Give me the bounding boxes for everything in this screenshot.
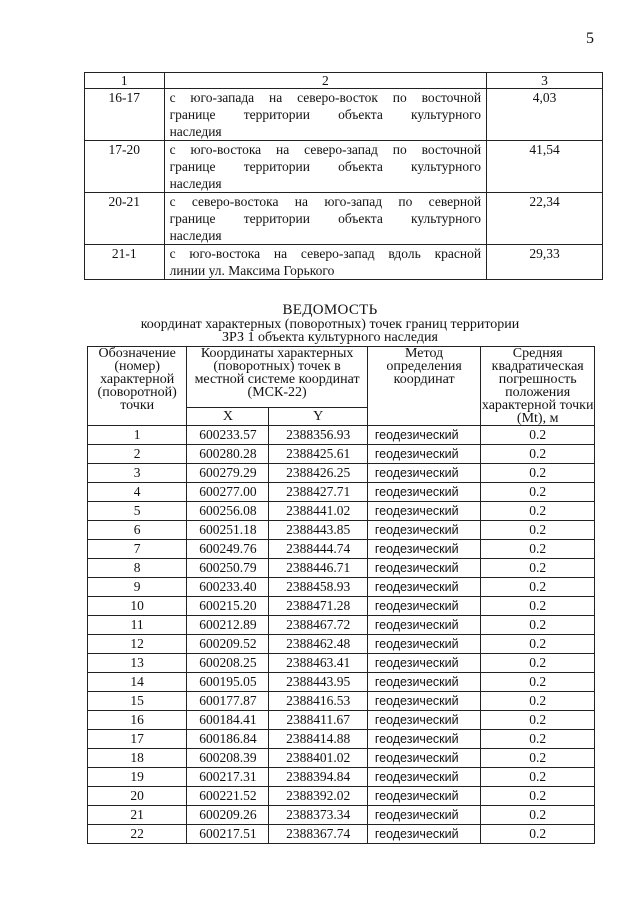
boundary-description-table — [84, 72, 603, 280]
header-x: X — [187, 407, 269, 425]
x-coordinate-cell: 600217.51 — [187, 825, 269, 844]
coordinates-header-row — [88, 347, 595, 408]
x-coordinate-cell: 600280.28 — [187, 445, 269, 464]
table-row — [88, 540, 595, 559]
table-row — [88, 521, 595, 540]
segment-cell: 20-21 — [85, 193, 165, 245]
direction-line: с северо-востока на юго-запад по северной — [169, 194, 482, 209]
y-coordinate-cell: 2388425.61 — [269, 445, 367, 464]
table-row — [88, 673, 595, 692]
method-cell: геодезический — [367, 806, 481, 825]
y-coordinate-cell: 2388356.93 — [269, 426, 367, 445]
method-cell: геодезический — [367, 540, 481, 559]
table-row — [88, 654, 595, 673]
x-coordinate-cell: 600209.52 — [187, 635, 269, 654]
x-coordinate-cell: 600233.57 — [187, 426, 269, 445]
x-coordinate-cell: 600215.20 — [187, 597, 269, 616]
x-coordinate-cell: 600184.41 — [187, 711, 269, 730]
error-cell: 0.2 — [481, 825, 595, 844]
point-number-cell: 11 — [88, 616, 187, 635]
point-number-cell: 7 — [88, 540, 187, 559]
method-cell: геодезический — [367, 464, 481, 483]
y-coordinate-cell: 2388414.88 — [269, 730, 367, 749]
method-cell: геодезический — [367, 578, 481, 597]
point-number-cell: 2 — [88, 445, 187, 464]
point-number-cell: 3 — [88, 464, 187, 483]
table-row — [88, 597, 595, 616]
direction-line: границе территории объекта культурного — [169, 159, 482, 174]
length-cell: 4,03 — [487, 89, 603, 141]
y-coordinate-cell: 2388373.34 — [269, 806, 367, 825]
document-title: ВЕДОМОСТЬ — [282, 302, 378, 318]
x-coordinate-cell: 600177.87 — [187, 692, 269, 711]
point-number-cell: 15 — [88, 692, 187, 711]
method-cell: геодезический — [367, 635, 481, 654]
method-cell: геодезический — [367, 616, 481, 635]
error-cell: 0.2 — [481, 787, 595, 806]
header-method: Метод определения координат — [367, 347, 481, 426]
table-row — [88, 806, 595, 825]
error-cell: 0.2 — [481, 540, 595, 559]
y-coordinate-cell: 2388426.25 — [269, 464, 367, 483]
y-coordinate-cell: 2388443.85 — [269, 521, 367, 540]
error-cell: 0.2 — [481, 730, 595, 749]
table-row — [88, 711, 595, 730]
table-row — [88, 768, 595, 787]
method-cell: геодезический — [367, 483, 481, 502]
length-cell: 29,33 — [487, 245, 603, 280]
header-coordinates: Координаты характерных (поворотных) точек в местной системе координат (МСК-22) — [187, 347, 367, 408]
x-coordinate-cell: 600256.08 — [187, 502, 269, 521]
table-row — [85, 193, 603, 245]
error-cell: 0.2 — [481, 597, 595, 616]
y-coordinate-cell: 2388471.28 — [269, 597, 367, 616]
y-coordinate-cell: 2388446.71 — [269, 559, 367, 578]
x-coordinate-cell: 600279.29 — [187, 464, 269, 483]
y-coordinate-cell: 2388463.41 — [269, 654, 367, 673]
x-coordinate-cell: 600208.39 — [187, 749, 269, 768]
point-number-cell: 1 — [88, 426, 187, 445]
method-cell: геодезический — [367, 692, 481, 711]
point-number-cell: 19 — [88, 768, 187, 787]
x-coordinate-cell: 600217.31 — [187, 768, 269, 787]
point-number-cell: 18 — [88, 749, 187, 768]
table-row — [88, 635, 595, 654]
table-row — [88, 616, 595, 635]
error-cell: 0.2 — [481, 445, 595, 464]
error-cell: 0.2 — [481, 616, 595, 635]
error-cell: 0.2 — [481, 464, 595, 483]
y-coordinate-cell: 2388458.93 — [269, 578, 367, 597]
method-cell: геодезический — [367, 597, 481, 616]
y-coordinate-cell: 2388444.74 — [269, 540, 367, 559]
table-row — [88, 559, 595, 578]
method-cell: геодезический — [367, 730, 481, 749]
table-row — [85, 141, 603, 193]
error-cell: 0.2 — [481, 749, 595, 768]
header-error: Средняя квадратическая погрешность положения характерной точки (Mt), м — [481, 346, 594, 426]
method-cell: геодезический — [367, 502, 481, 521]
document-subtitle-line-2: ЗРЗ 1 объекта культурного наследия — [222, 330, 438, 345]
error-cell: 0.2 — [481, 521, 595, 540]
error-cell: 0.2 — [481, 673, 595, 692]
y-coordinate-cell: 2388411.67 — [269, 711, 367, 730]
y-coordinate-cell: 2388441.02 — [269, 502, 367, 521]
error-cell: 0.2 — [481, 806, 595, 825]
point-number-cell: 13 — [88, 654, 187, 673]
table-row — [88, 483, 595, 502]
method-cell: геодезический — [367, 749, 481, 768]
column-header-3: 3 — [487, 73, 603, 89]
y-coordinate-cell: 2388443.95 — [269, 673, 367, 692]
point-number-cell: 16 — [88, 711, 187, 730]
direction-line: с юго-запада на северо-восток по восточной — [169, 90, 482, 105]
table-row — [88, 502, 595, 521]
point-number-cell: 12 — [88, 635, 187, 654]
point-number-cell: 21 — [88, 806, 187, 825]
x-coordinate-cell: 600250.79 — [187, 559, 269, 578]
x-coordinate-cell: 600212.89 — [187, 616, 269, 635]
coordinates-table — [87, 346, 595, 844]
error-cell: 0.2 — [481, 768, 595, 787]
table-header-row — [85, 73, 603, 89]
error-cell: 0.2 — [481, 559, 595, 578]
error-cell: 0.2 — [481, 654, 595, 673]
error-cell: 0.2 — [481, 635, 595, 654]
page-number: 5 — [586, 30, 594, 47]
point-number-cell: 17 — [88, 730, 187, 749]
direction-line: линии ул. Максима Горького — [169, 263, 335, 278]
length-cell: 22,34 — [487, 193, 603, 245]
table-row — [85, 89, 603, 141]
header-point-number: Обозначение (номер) характерной (поворотной) точки — [88, 347, 187, 426]
method-cell: геодезический — [367, 673, 481, 692]
direction-line: границе территории объекта культурного — [169, 211, 482, 226]
point-number-cell: 8 — [88, 559, 187, 578]
error-cell: 0.2 — [481, 483, 595, 502]
direction-line: наследия — [169, 124, 222, 139]
column-header-2: 2 — [164, 73, 486, 89]
direction-cell — [164, 89, 486, 141]
table-row — [88, 445, 595, 464]
table-row — [88, 578, 595, 597]
point-number-cell: 10 — [88, 597, 187, 616]
y-coordinate-cell: 2388467.72 — [269, 616, 367, 635]
point-number-cell: 5 — [88, 502, 187, 521]
segment-cell: 16-17 — [85, 89, 165, 141]
table-row — [88, 692, 595, 711]
x-coordinate-cell: 600251.18 — [187, 521, 269, 540]
error-cell: 0.2 — [481, 578, 595, 597]
point-number-cell: 4 — [88, 483, 187, 502]
length-cell: 41,54 — [487, 141, 603, 193]
direction-line: с юго-востока на северо-запад по восточной — [169, 142, 482, 157]
table-row — [88, 426, 595, 445]
x-coordinate-cell: 600186.84 — [187, 730, 269, 749]
table-row — [88, 825, 595, 844]
error-cell: 0.2 — [481, 711, 595, 730]
direction-cell — [164, 193, 486, 245]
method-cell: геодезический — [367, 654, 481, 673]
table-row — [88, 730, 595, 749]
y-coordinate-cell: 2388394.84 — [269, 768, 367, 787]
x-coordinate-cell: 600195.05 — [187, 673, 269, 692]
table-row — [88, 464, 595, 483]
method-cell: геодезический — [367, 445, 481, 464]
y-coordinate-cell: 2388401.02 — [269, 749, 367, 768]
direction-line: наследия — [169, 228, 222, 243]
method-cell: геодезический — [367, 787, 481, 806]
point-number-cell: 6 — [88, 521, 187, 540]
x-coordinate-cell: 600209.26 — [187, 806, 269, 825]
x-coordinate-cell: 600249.76 — [187, 540, 269, 559]
x-coordinate-cell: 600233.40 — [187, 578, 269, 597]
table-row — [85, 245, 603, 280]
point-number-cell: 22 — [88, 825, 187, 844]
column-header-1: 1 — [85, 73, 165, 89]
table-row — [88, 787, 595, 806]
segment-cell: 21-1 — [85, 245, 165, 280]
method-cell: геодезический — [367, 559, 481, 578]
direction-line: с юго-востока на северо-запад вдоль красной — [169, 246, 482, 261]
x-coordinate-cell: 600277.00 — [187, 483, 269, 502]
method-cell: геодезический — [367, 711, 481, 730]
y-coordinate-cell: 2388416.53 — [269, 692, 367, 711]
x-coordinate-cell: 600221.52 — [187, 787, 269, 806]
table-row — [88, 749, 595, 768]
point-number-cell: 9 — [88, 578, 187, 597]
y-coordinate-cell: 2388462.48 — [269, 635, 367, 654]
header-y: Y — [269, 407, 367, 425]
direction-cell — [164, 141, 486, 193]
x-coordinate-cell: 600208.25 — [187, 654, 269, 673]
direction-line: наследия — [169, 176, 222, 191]
method-cell: геодезический — [367, 825, 481, 844]
error-cell: 0.2 — [481, 692, 595, 711]
y-coordinate-cell: 2388427.71 — [269, 483, 367, 502]
method-cell: геодезический — [367, 426, 481, 445]
method-cell: геодезический — [367, 768, 481, 787]
segment-cell: 17-20 — [85, 141, 165, 193]
error-cell: 0.2 — [481, 426, 595, 445]
point-number-cell: 20 — [88, 787, 187, 806]
document-subtitle-line-1: координат характерных (поворотных) точек границ территории — [140, 317, 520, 332]
y-coordinate-cell: 2388367.74 — [269, 825, 367, 844]
direction-line: границе территории объекта культурного — [169, 107, 482, 122]
error-cell: 0.2 — [481, 502, 595, 521]
method-cell: геодезический — [367, 521, 481, 540]
point-number-cell: 14 — [88, 673, 187, 692]
direction-cell — [164, 245, 486, 280]
y-coordinate-cell: 2388392.02 — [269, 787, 367, 806]
